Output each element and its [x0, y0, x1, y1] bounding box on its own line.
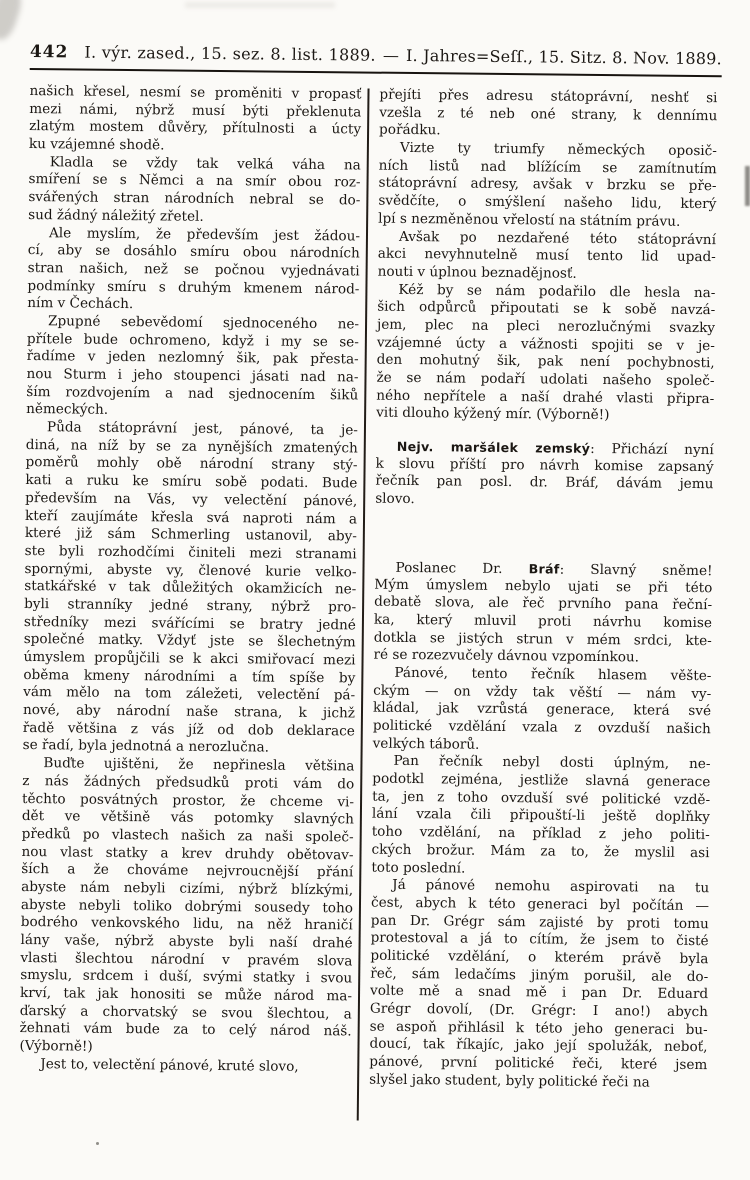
scan-smudge-right-edge	[745, 166, 750, 206]
text-segment: Kladla se vždy tak velká váha na	[49, 153, 361, 174]
text-segment: svářených stran národních nebral se do-	[28, 189, 361, 209]
text-segment: lány vaše, nýbrž abyste byli naší drahé	[20, 931, 353, 952]
text-segment: vám mělo na tom záležeti, velectění pá-	[23, 684, 356, 704]
text-segment: toho vzdělání, na příklad z jeho politi-	[371, 823, 710, 844]
text-segment: nou Sturm i jeho stoupenci jásati nad na-	[26, 365, 359, 386]
text-segment: ku vzájemné shodě.	[28, 136, 165, 154]
text-segment: řečník pan posl. dr. Bráf, dávám jemu	[375, 473, 714, 493]
text-segment: spornými, abyste vy, členové kurie velko-	[24, 560, 357, 581]
text-segment: dotkla se jistých strun v mém srdci, kte-	[373, 629, 712, 649]
paragraph	[378, 228, 717, 285]
text-segment: Půda státoprávní jest, pánové, ta je-	[46, 419, 359, 439]
text-segment: protestoval a já to cítím, že jsem to čisté	[370, 929, 709, 950]
text-segment: : Slavný sněme!	[559, 561, 713, 579]
text-line	[376, 405, 714, 426]
text-segment: velkých táborů.	[372, 735, 480, 753]
text-segment: slovo.	[375, 490, 415, 508]
text-segment: čest, abych k této generaci byl počítán —	[370, 894, 710, 915]
text-segment: lpí s nezměněnou vřelostí na státním právu.	[378, 210, 681, 230]
header-separator-dash: —	[382, 45, 400, 65]
text-segment: : Přichází nyní	[590, 440, 714, 459]
text-segment: Jest to, velectění pánové, kruté slovo,	[40, 1055, 299, 1075]
text-segment: Já pánové nemohu aspirovati na tu	[392, 877, 710, 897]
text-segment: akci nevyhnutelně musí tento lid upad-	[377, 245, 716, 266]
text-segment: státoprávní adresy, avšak v brzku se pře-	[378, 175, 717, 195]
header-left-group	[30, 42, 376, 66]
text-segment: se aspoň přihlásil k této jeho generaci bu-	[369, 1018, 708, 1038]
text-segment: debatě slova, ale řeč prvního pana řeční-	[374, 593, 713, 614]
session-title-german: I. Jahres=Seſſ., 15. Sitz. 8. Nov. 1889.	[405, 45, 722, 69]
text-segment: žehnati vám bude za to celý národ náš.	[19, 1020, 352, 1040]
text-segment: Poslanec Dr.	[395, 559, 529, 578]
text-segment: těchto posvátných prostor, že chceme vi-	[21, 790, 355, 810]
paragraph	[371, 753, 710, 880]
text-segment: ních listů nad blížícím se zamítnutím	[378, 157, 717, 177]
text-segment: kteří zaujímáte křesla svá naproti nám a	[24, 507, 358, 527]
paragraph	[376, 281, 715, 426]
text-segment: ním v Čechách.	[27, 295, 134, 313]
text-segment: pan Dr. Grégr sám zajisté by proti tomu	[370, 912, 709, 932]
text-segment: ré se rozezvučely dávnou vzpomínkou.	[373, 646, 640, 666]
text-segment: Vizte ty triumfy německých oposič-	[399, 139, 717, 160]
left-column	[19, 83, 362, 1120]
text-segment: podmínky smíru s druhým kmenem národ-	[27, 277, 360, 298]
text-segment: ďarský a chorvatský se svou šlechtou, a	[19, 1002, 352, 1023]
text-segment: kládal, jak vzrůstá generace, která své	[372, 699, 712, 720]
text-segment: z nás žádných předsudků proti vám do	[22, 772, 355, 793]
text-segment: středníky mezi svářícími se bratry jedné	[23, 613, 356, 634]
text-segment: řeč, sám ledačíms jiným porušil, ale do-	[370, 965, 709, 985]
text-segment: společné matky. Vždyť jste se šlechetným	[23, 631, 356, 651]
text-line	[375, 473, 713, 494]
text-segment: politické vzdělání vzala z ovzduší našich	[372, 717, 711, 738]
text-segment: toto poslední.	[371, 859, 466, 877]
text-segment: Kéž by se nám podařilo dle hesla na-	[398, 281, 716, 301]
text-segment: řadíme v jeden nezlomný šik, pak přesta-	[26, 348, 359, 368]
text-segment: především na Vás, vy velectění pánové,	[25, 489, 358, 510]
text-segment: řadě většina z vás jíž od dob deklarace	[22, 719, 355, 740]
paragraph	[28, 154, 361, 228]
text-segment: Pan řečník nebyl dosti úplným, ne-	[393, 753, 711, 773]
text-segment: diná, na níž by se za nynějších zmatených	[25, 436, 358, 457]
text-segment: šich odpůrců připoutati se k sobě navzá-	[377, 298, 716, 319]
session-title-czech: I. výr. zased., 15. sez. 8. list. 1889.	[84, 42, 376, 65]
text-segment: volte mě a snad mě i pan Dr. Eduard	[369, 982, 709, 1003]
text-segment: cí, aby se dosáhlo smíru obou národních	[27, 242, 360, 262]
paragraph	[26, 313, 359, 423]
text-segment: kati a ruku ke smíru sobě podati. Bude	[25, 472, 358, 492]
text-segment: podotkl zejména, jestliže slavná generace	[372, 770, 711, 791]
text-segment: které již sám Schmerling ustanovil, aby-	[24, 525, 357, 545]
paragraph	[378, 140, 717, 232]
text-segment: stran našich, než se počnou vyjednávati	[27, 259, 360, 280]
text-segment: den mohutný šik, pak není pochybnosti,	[376, 351, 715, 372]
text-segment: Mým úmyslem nebylo ujati se při této	[374, 576, 713, 596]
text-line	[375, 491, 713, 512]
text-segment: ckých brožur. Mám za to, že myslil asi	[371, 841, 710, 861]
text-segment: pořádku.	[379, 122, 441, 139]
text-columns	[19, 83, 722, 1124]
text-segment: slyšel jako student, byly politické řeči na	[369, 1071, 650, 1091]
text-segment: předků po vlastech našich za naši společ-	[21, 825, 354, 846]
header-rule	[30, 68, 722, 77]
right-column	[369, 87, 718, 1124]
page-number: 442	[29, 42, 69, 63]
text-segment: doucí, tak říkajíc, jako její spolužák, neboť,	[369, 1035, 708, 1056]
text-segment: politické vzdělání, o kterém právě byla	[370, 947, 709, 968]
paragraph	[19, 1056, 351, 1077]
text-segment: byli stranníky jedné strany, nýbrž pro-	[24, 595, 357, 616]
text-segment: Zpupné sebevědomí sjednoceného ne-	[47, 313, 360, 333]
text-segment: nou vlast statky a krev druhdy obětovav-	[21, 843, 354, 863]
text-segment: Ale myslím, že především jest žádou-	[48, 224, 361, 244]
text-segment: viti dlouho kýžený mír. (Výborně!)	[376, 405, 610, 424]
paragraph	[369, 877, 709, 1093]
text-segment: svědčíte, o smýšlení našeho lidu, který	[378, 192, 717, 213]
text-segment: ckým — on vždy tak věští — nám vy-	[373, 682, 712, 702]
scan-speck	[96, 1142, 99, 1145]
text-segment: vzájemné úcty a vážnosti spojiti se v je-	[376, 334, 715, 354]
text-segment: nové, aby národní naše strana, k jichž	[22, 702, 356, 722]
text-segment: krví, tak jak honositi se může národ ma-	[19, 985, 353, 1005]
text-segment: úmyslem propůjčili se k akci smiřovací mezi	[23, 648, 356, 669]
text-segment: přejíti přes adresu státoprávní, neshť si	[379, 86, 718, 107]
text-segment: (Výborně!)	[19, 1038, 93, 1055]
speaker-name: Nejv. maršálek zemský	[396, 438, 591, 456]
text-segment: Buďte ujištěni, že nepřinesla většina	[43, 755, 355, 775]
text-segment: dět ve většině vás potomky slavných	[21, 808, 354, 828]
text-segment: přítele bude ochromeno, když i my se se-	[26, 330, 359, 351]
text-segment: statkářské v tak důležitých okamžicích ne-	[24, 578, 357, 598]
paragraph	[29, 83, 362, 157]
text-segment: ta, jen z toho ovzduší své politické vzdě-	[372, 788, 711, 808]
text-segment: bodrého venkovského lidu, na něž hraničí	[20, 914, 353, 934]
text-line	[19, 1056, 351, 1077]
text-segment: k slovu příští pro návrh komise zapsaný	[375, 455, 714, 475]
text-segment: sud žádný náležitý zřetel.	[28, 206, 204, 225]
text-segment: poměrů mohly obě národní strany stý-	[25, 454, 358, 474]
scan-smudge-top-edge	[185, 2, 335, 8]
text-segment: ného nepřítele a naší drahé vlasti připra-	[376, 387, 715, 407]
text-segment: ka, který mluvil proti návrhu komise	[373, 611, 713, 632]
paragraph	[379, 87, 718, 144]
text-segment: vlasti šlechtou národní v pravém slova	[20, 949, 353, 970]
text-segment: mezi námi, nýbrž musí býti překlenuta	[29, 100, 362, 121]
text-segment: abyste nebyli toliko dobrými sousedy toho	[20, 896, 354, 917]
paragraph	[373, 665, 712, 757]
text-segment: jem, plec na pleci nerozlučnými svazky	[376, 316, 716, 337]
text-segment: se řadí, byla jednotná a nerozlučna.	[22, 737, 270, 756]
paragraph	[375, 438, 714, 512]
text-segment: abyste nám nebyli cizími, nýbrž blízkými,	[21, 878, 354, 899]
text-segment: že se nám podaří udolati našeho společ-	[376, 369, 715, 390]
text-segment: nouti v úplnou beznadějnosť.	[377, 263, 577, 282]
text-segment: německých.	[26, 401, 109, 419]
text-segment: smíření se s Němci a na smír obou roz-	[28, 171, 361, 191]
text-segment: zlatým mostem důvěry, přítulnosti a úcty	[29, 118, 362, 138]
text-segment: ste byli rozhodčími činiteli mezi stranami	[24, 542, 357, 563]
text-segment: vzešla z té neb oné strany, k dennímu	[379, 104, 718, 124]
text-segment: ším rozdvojením a nad sjednocením šiků	[26, 383, 359, 404]
document-page	[19, 42, 722, 1124]
text-segment: lání vzala čili připouští-li ještě doplňky	[371, 806, 710, 826]
running-header	[30, 42, 722, 69]
text-segment: oběma kmeny národními a tím spíše by	[23, 666, 356, 687]
paragraph	[373, 558, 712, 668]
text-segment: Grégr dovolí, (Dr. Grégr: I ano!) abych	[369, 1000, 708, 1021]
text-segment: smyslu, srdcem i duší, svými statky i svou	[20, 967, 353, 987]
text-segment: Pánové, tento řečník hlasem věšte-	[394, 664, 712, 685]
text-segment: Avšak po nezdařené této státoprávní	[398, 228, 717, 248]
text-segment: pánové, první politické řeči, které jsem	[369, 1053, 708, 1074]
text-segment: našich křesel, nesmí se proměniti v propasť	[29, 82, 362, 103]
speaker-name: Bráf	[528, 561, 560, 577]
scan-smudge-top-left	[0, 0, 25, 43]
paragraph	[27, 224, 360, 316]
paragraph	[19, 755, 354, 1059]
text-line	[369, 1071, 707, 1092]
text-segment: ších a že chováme nejvroucnější přání	[21, 861, 354, 881]
paragraph	[23, 419, 359, 759]
